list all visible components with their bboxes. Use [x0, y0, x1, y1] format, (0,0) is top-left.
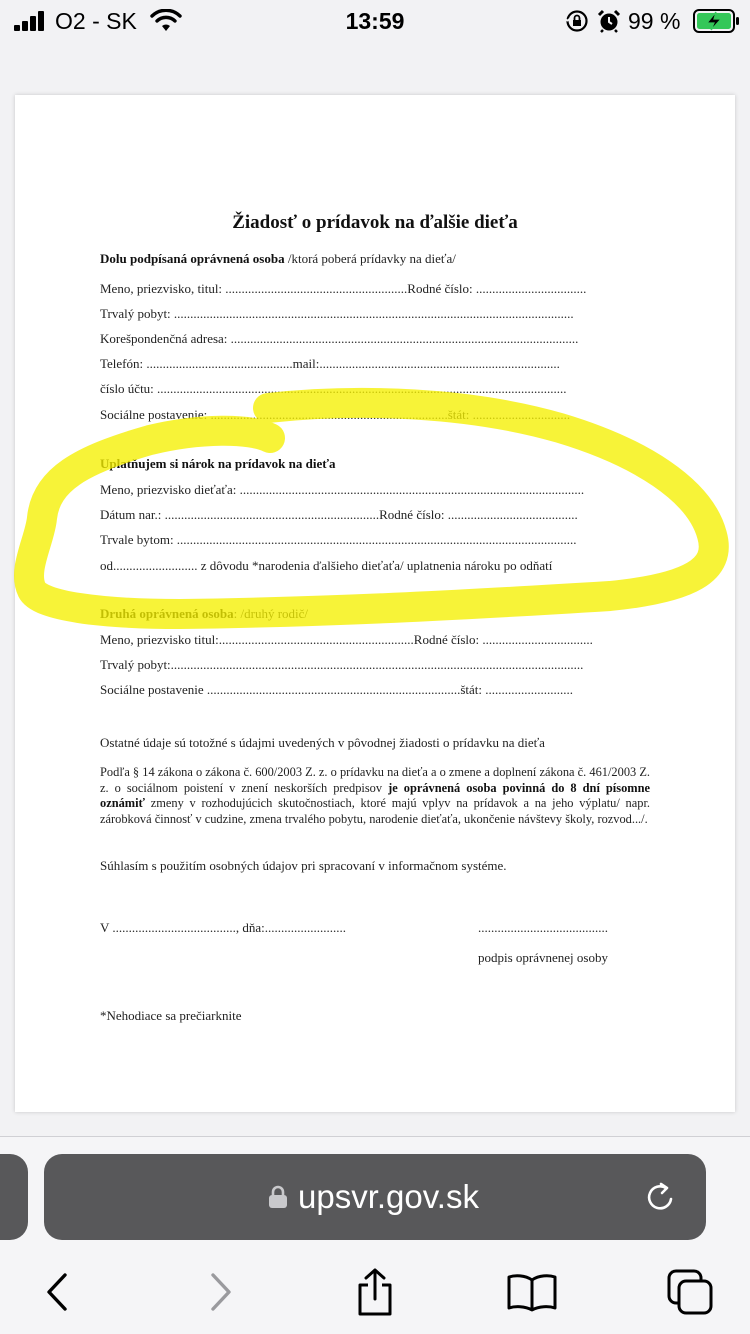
back-button[interactable]: [28, 1262, 88, 1322]
s3-name-line: Meno, priezvisko titul:............................................................Rodné číslo: ..................................: [100, 632, 593, 647]
share-icon: [355, 1267, 395, 1317]
s1-account-line: číslo účtu: ..............................................................................................................................: [100, 381, 567, 396]
address-bar[interactable]: [44, 1154, 706, 1240]
share-button[interactable]: [345, 1262, 405, 1322]
footnote: *Nehodiace sa prečiarknite: [100, 1008, 242, 1023]
signature-label: podpis oprávnenej osoby: [478, 950, 608, 965]
url-text: upsvr.gov.sk: [298, 1178, 479, 1215]
s2-from-line: od.......................... z dôvodu *narodenia ďalšieho dieťaťa/ uplatnenia nároku po odňatí: [100, 558, 553, 573]
lock-icon: [268, 1185, 288, 1209]
section2-heading: Uplatňujem si nárok na prídavok na dieťa: [100, 456, 336, 471]
browser-bottom-bar: [0, 1136, 750, 1334]
forward-button[interactable]: [190, 1262, 250, 1322]
document-page: [15, 95, 735, 1112]
section3-heading: Druhá oprávnená osoba: /druhý rodič/: [100, 606, 309, 621]
consent-text: Súhlasím s použitím osobných údajov pri spracovaní v informačnom systéme.: [100, 858, 507, 873]
previous-tab-card[interactable]: [0, 1154, 28, 1240]
document-viewer[interactable]: [0, 42, 750, 1136]
law-paragraph: Podľa § 14 zákona o zákona č. 600/2003 Z. z. o prídavku na dieťa a o zmene a doplnení zákona č. 461/2003 Z. z. o sociálnom poistení v znení neskorších predpisov je oprávnená osoba povinná do 8 dní písomne oznámiť zmeny v rozhodujúcich skutočnostiach, ktoré majú vplyv na prídavok a na jeho výplatu/ napr. zárobková činnosť v cudzine, zmena trvalého pobytu, narodenie dieťaťa, ukončenie návštevy školy, rozvod.../.: [100, 765, 650, 826]
s1-address-line: Trvalý pobyt: ...........................................................................................................................: [100, 306, 574, 321]
bookmarks-button[interactable]: [502, 1262, 562, 1322]
tabs-icon: [667, 1269, 713, 1315]
chevron-left-icon: [43, 1272, 73, 1312]
status-bar: [0, 0, 750, 42]
document-title: Žiadosť o prídavok na ďalšie dieťa: [232, 212, 518, 233]
s2-child-name-line: Meno, priezvisko dieťaťa: ..........................................................................................................: [100, 482, 585, 497]
s1-social-line: Sociálne postavenie: .........................................................................štát: ..............................: [100, 407, 571, 422]
battery-charging-icon: [693, 9, 741, 33]
note-same-data: Ostatné údaje sú totožné s údajmi uvedených v pôvodnej žiadosti o prídavku na dieťa: [100, 735, 545, 750]
book-icon: [507, 1272, 557, 1312]
battery-percent: 99 %: [628, 8, 681, 34]
s1-correspondence-line: Korešpondenčná adresa: ...........................................................................................................: [100, 331, 579, 346]
s1-name-line: Meno, priezvisko, titul: ........................................................Rodné číslo: ..................................: [100, 281, 587, 296]
s2-residence-line: Trvale bytom: ...........................................................................................................................: [100, 532, 577, 547]
chevron-right-icon: [205, 1272, 235, 1312]
reload-icon[interactable]: [644, 1180, 678, 1214]
s3-address-line: Trvalý pobyt:...............................................................................................................................: [100, 657, 584, 672]
alarm-icon: [597, 9, 621, 33]
browser-toolbar: [0, 1262, 750, 1322]
tabs-button[interactable]: [660, 1262, 720, 1322]
s1-phone-line: Telefón: .............................................mail:..........................................................................: [100, 356, 560, 371]
carrier-name: O2 - SK: [55, 8, 137, 34]
section1-heading: Dolu podpísaná oprávnená osoba /ktorá poberá prídavky na dieťa/: [100, 251, 456, 266]
place-date-line: V ......................................, dňa:.........................: [100, 920, 347, 935]
signature-line: ........................................: [478, 920, 608, 935]
s2-birth-line: Dátum nar.: ..................................................................Rodné číslo: ........................................: [100, 507, 578, 522]
clock: 13:59: [345, 8, 405, 34]
s3-social-line: Sociálne postavenie ..............................................................................štát: ...........................: [100, 682, 574, 697]
rotation-lock-icon: [565, 9, 589, 33]
